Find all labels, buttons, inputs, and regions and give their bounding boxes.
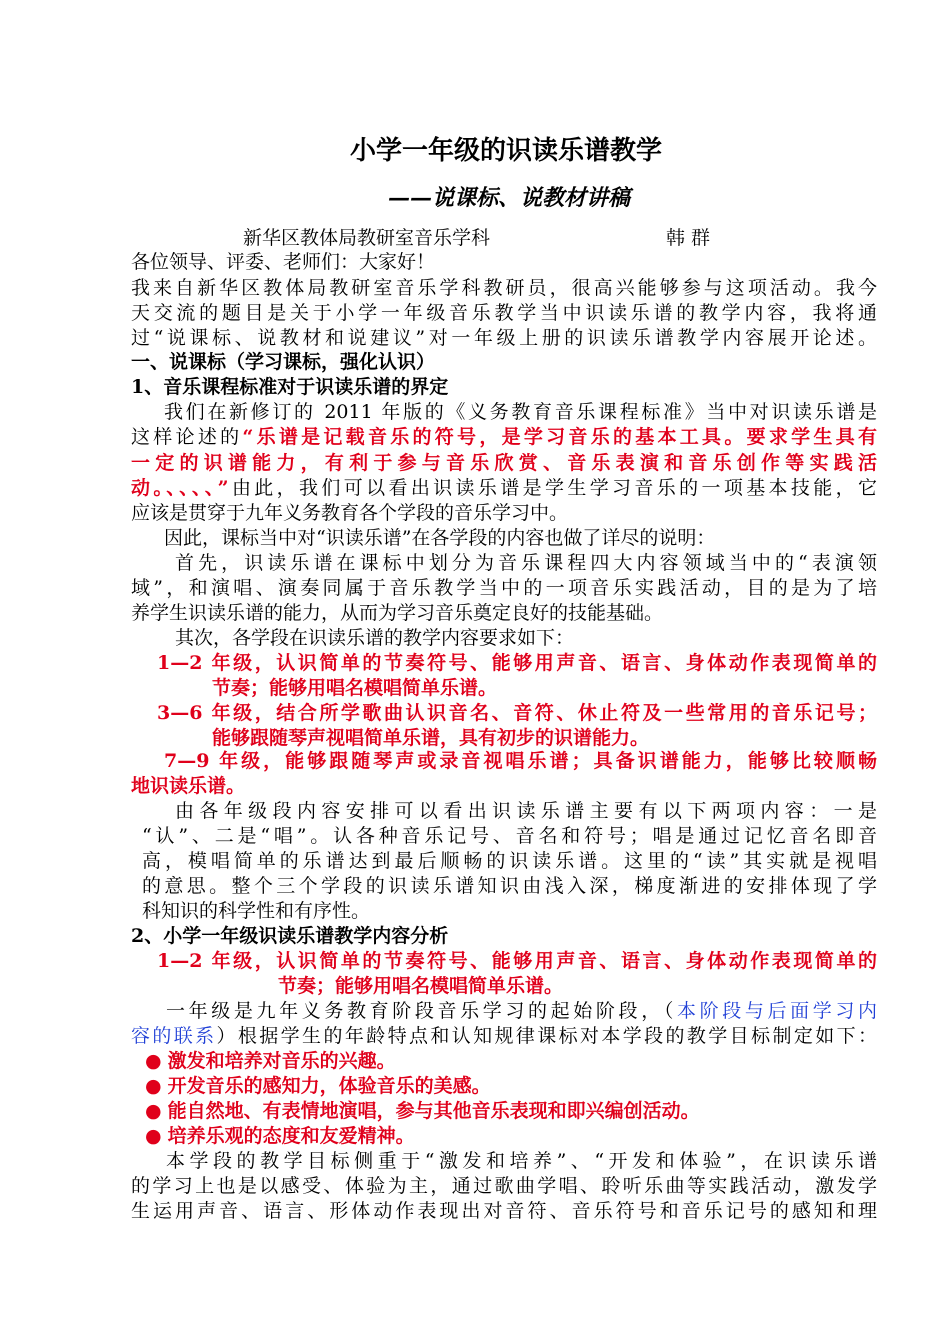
goal-text: 开发音乐的感知力，体验音乐的美感。 (167, 1075, 491, 1097)
author-org: 新华区教体局教研室音乐学科 (243, 227, 491, 249)
intro-line-1: 我来自新华区教体局教研室音乐学科教研员，很高兴能够参与这项活动。我今 (131, 277, 877, 299)
p5-line-5: 科知识的科学性和有序性。 (142, 900, 371, 922)
p2: 因此，课标当中对“识读乐谱”在各学段的内容也做了详尽的说明： (164, 527, 716, 549)
section-1-heading: 一、说课标（学习课标，强化认识） (131, 351, 436, 373)
p6-line-2 (131, 1023, 877, 1049)
p7-line-2: 的学习上也是以感受、体验为主，通过歌曲学唱、聆听乐曲等实践活动，激发学 (131, 1175, 877, 1197)
p1-quote-start: “乐谱是记载音乐的符号，是学习音乐的基本工具。要求学生具有 (242, 426, 877, 448)
author-name: 韩 群 (666, 227, 711, 249)
p1-line-2 (131, 424, 877, 450)
goal-text: 激发和培养对音乐的兴趣。 (167, 1050, 396, 1072)
goal-text: 培养乐观的态度和友爱精神。 (167, 1125, 415, 1147)
goal-item-3 (145, 1098, 877, 1124)
p7-line-1: 本学段的教学目标侧重于“激发和培养”、“开发和体验”，在识读乐谱 (166, 1150, 877, 1172)
bullet-icon: ● (145, 1100, 162, 1122)
p1-line-4-plain: 由此，我们可以看出识读乐谱是学生学习音乐的一项基本技能，它 (228, 477, 877, 499)
p1-line-4 (131, 475, 877, 501)
grade-1-2-line-2: 节奏；能够用唱名模唱简单乐谱。 (212, 677, 498, 699)
greeting: 各位领导、评委、老师们：大家好！ (131, 251, 436, 273)
bullet-icon: ● (145, 1125, 162, 1147)
bullet-icon: ● (145, 1075, 162, 1097)
p6-line-1 (166, 998, 877, 1024)
intro-line-2: 天交流的题目是关于小学一年级音乐教学当中识读乐谱的教学内容，我将通 (131, 302, 877, 324)
p6-line-2-plain: ）根据学生的年龄特点和认知规律课标对本学段的教学目标制定如下： (216, 1025, 877, 1047)
p4: 其次，各学段在识读乐谱的教学内容要求如下： (175, 627, 575, 649)
grade-3-6-line-2: 能够跟随琴声视唱简单乐谱，具有初步的识谱能力。 (212, 727, 650, 749)
document-title: 小学一年级的识读乐谱教学 (349, 136, 662, 166)
p5-line-3: 高，模唱简单的乐谱达到最后顺畅的识读乐谱。这里的“读”其实就是视唱 (142, 850, 877, 872)
p6-highlight-end: 容的联系 (131, 1025, 217, 1047)
p1-quote-end: 动。、、、、” (131, 477, 229, 499)
subsection-2-heading: 2、小学一年级识读乐谱教学内容分析 (131, 925, 449, 947)
p1-quote-line: 一定的识谱能力，有利于参与音乐欣赏、音乐表演和音乐创作等实践活 (131, 452, 877, 474)
p6-highlight-start: 本阶段与后面学习内 (676, 1000, 877, 1022)
goal-text: 能自然地、有表情地演唱，参与其他音乐表现和即兴编创活动。 (167, 1100, 700, 1122)
grade-7-9-line-1: 7—9 年级，能够跟随琴声或录音视唱乐谱；具备识谱能力，能够比较顺畅 (164, 750, 877, 772)
p3-line-1: 首先，识读乐谱在课标中划分为音乐课程四大内容领域当中的“表演领 (175, 552, 877, 574)
p3-line-2: 域”，和演唱、演奏同属于音乐教学当中的一项音乐实践活动，目的是为了培 (131, 577, 877, 599)
p5-line-2: “认”、二是“唱”。认各种音乐记号、音名和符号；唱是通过记忆音名即音 (142, 825, 877, 847)
goal-item-4 (145, 1123, 877, 1149)
bullet-icon: ● (145, 1050, 162, 1072)
document-subtitle: ——说课标、说教材讲稿 (388, 185, 631, 211)
grade-1-2-line-1: 1—2 年级，认识简单的节奏符号、能够用声音、语言、身体动作表现简单的 (157, 652, 877, 674)
grade-3-6-line-1: 3—6 年级，结合所学歌曲认识音名、音符、休止符及一些常用的音乐记号； (157, 702, 877, 724)
p5-line-1: 由各年级段内容安排可以看出识读乐谱主要有以下两项内容：一是 (175, 800, 877, 822)
p3-line-3: 养学生识读乐谱的能力，从而为学习音乐奠定良好的技能基础。 (131, 602, 664, 624)
intro-line-3: 过“说课标、说教材和说建议”对一年级上册的识读乐谱教学内容展开论述。 (131, 327, 877, 349)
p1-line-2-plain: 这样论述的 (131, 426, 243, 448)
p1-line-5: 应该是贯穿于九年义务教育各个学段的音乐学习中。 (131, 502, 569, 524)
grade-7-9-line-2: 地识读乐谱。 (131, 775, 246, 797)
goal-item-1 (145, 1048, 877, 1074)
grade-1-2-repeat-line-1: 1—2 年级，认识简单的节奏符号、能够用声音、语言、身体动作表现简单的 (157, 950, 877, 972)
subsection-1-heading: 1、音乐课程标准对于识读乐谱的界定 (131, 376, 449, 398)
goal-item-2 (145, 1073, 877, 1099)
grade-1-2-repeat-line-2: 节奏；能够用唱名模唱简单乐谱。 (278, 975, 564, 997)
p7-line-3: 生运用声音、语言、形体动作表现出对音符、音乐符号和音乐记号的感知和理 (131, 1200, 877, 1222)
p1-line-1: 我们在新修订的 2011 年版的《义务教育音乐课程标准》当中对识读乐谱是 (164, 401, 877, 423)
author-line (243, 225, 710, 251)
p5-line-4: 的意思。整个三个学段的识读乐谱知识由浅入深，梯度渐进的安排体现了学 (142, 875, 877, 897)
p6-line-1-plain: 一年级是九年义务教育阶段音乐学习的起始阶段，（ (166, 1000, 677, 1022)
